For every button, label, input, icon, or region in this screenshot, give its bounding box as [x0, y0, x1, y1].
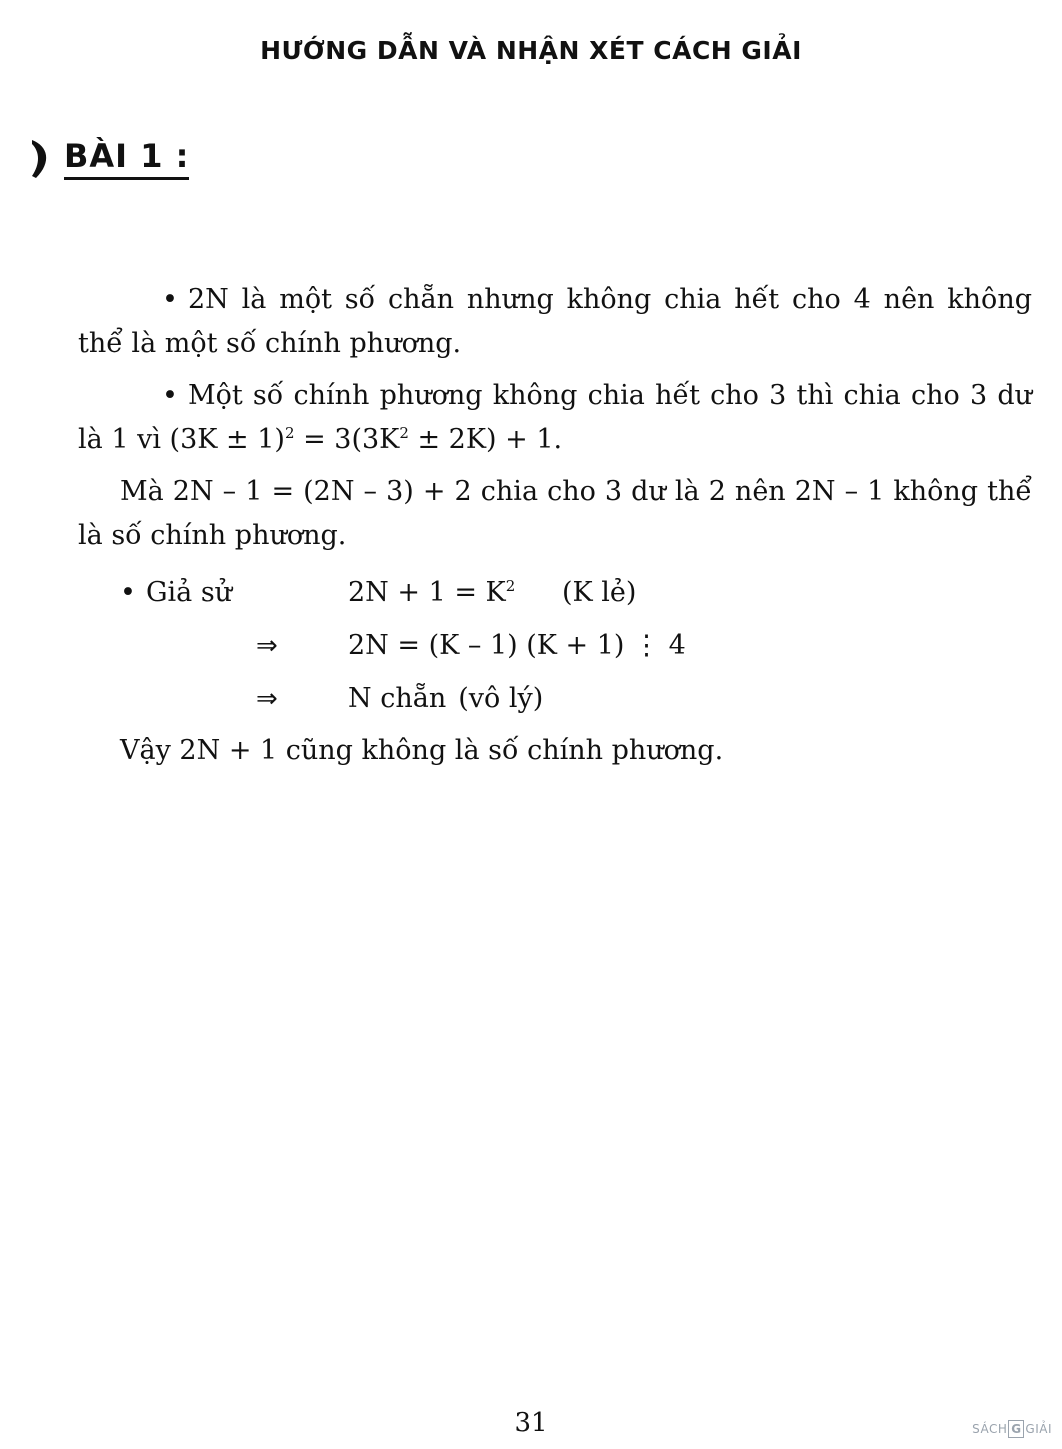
exercise-title: BÀI 1 :: [64, 137, 189, 180]
step-expression: $2N + 1 = K^2$: [348, 576, 516, 608]
paragraph-2-end: ± 2K) + 1.: [408, 424, 563, 455]
watermark-logo: SÁCH G GIẢI: [972, 1422, 1052, 1436]
solution-body: [78, 278, 1032, 773]
paragraph-3: Mà 2N – 1 = (2N – 3) + 2 chia cho 3 dư là 2 nên 2N – 1 không thể là số chính phương.: [78, 476, 1032, 551]
step-lead: • Giả sử: [78, 571, 348, 615]
paragraph-1-text: 2N là một số chẵn nhưng không chia hết cho 4 nên không thể là một số chính phương.: [78, 284, 1032, 359]
page-number: 31: [514, 1408, 548, 1438]
bullet-icon: •: [162, 284, 178, 315]
bullet-icon: •: [162, 380, 178, 411]
section-marker-icon: [28, 136, 54, 180]
step-expression: N chẵn: [348, 682, 447, 714]
paragraph-1: [78, 278, 1032, 366]
proof-step: [78, 672, 1032, 725]
exponent: 2: [284, 424, 295, 442]
page-header: HƯỚNG DẪN VÀ NHẬN XÉT CÁCH GIẢI: [260, 36, 802, 65]
proof-step: [78, 619, 1032, 672]
exponent: 2: [399, 424, 409, 442]
paragraph-2-text: Một số chính phương không chia hết cho 3 thì chia cho 3 dư là 1 vì (3K ± 1): [78, 380, 1032, 455]
implies-arrow-icon: ⇒: [256, 630, 278, 661]
step-expression: 2N = (K – 1) (K + 1) ⋮ 4: [348, 629, 686, 661]
paragraph-2-mid: = 3(3K: [294, 424, 400, 455]
step-note: (vô lý): [458, 682, 544, 714]
exercise-heading: [28, 136, 189, 180]
proof-step: [78, 566, 1032, 619]
conclusion: Vậy 2N + 1 cũng không là số chính phương.: [120, 735, 724, 766]
paragraph-2: [78, 374, 1032, 462]
step-note: (K lẻ): [562, 576, 637, 608]
proof-steps: [78, 566, 1032, 725]
bullet-icon: •: [120, 576, 136, 608]
implies-arrow-icon: ⇒: [256, 683, 278, 714]
exponent: 2: [505, 576, 516, 595]
